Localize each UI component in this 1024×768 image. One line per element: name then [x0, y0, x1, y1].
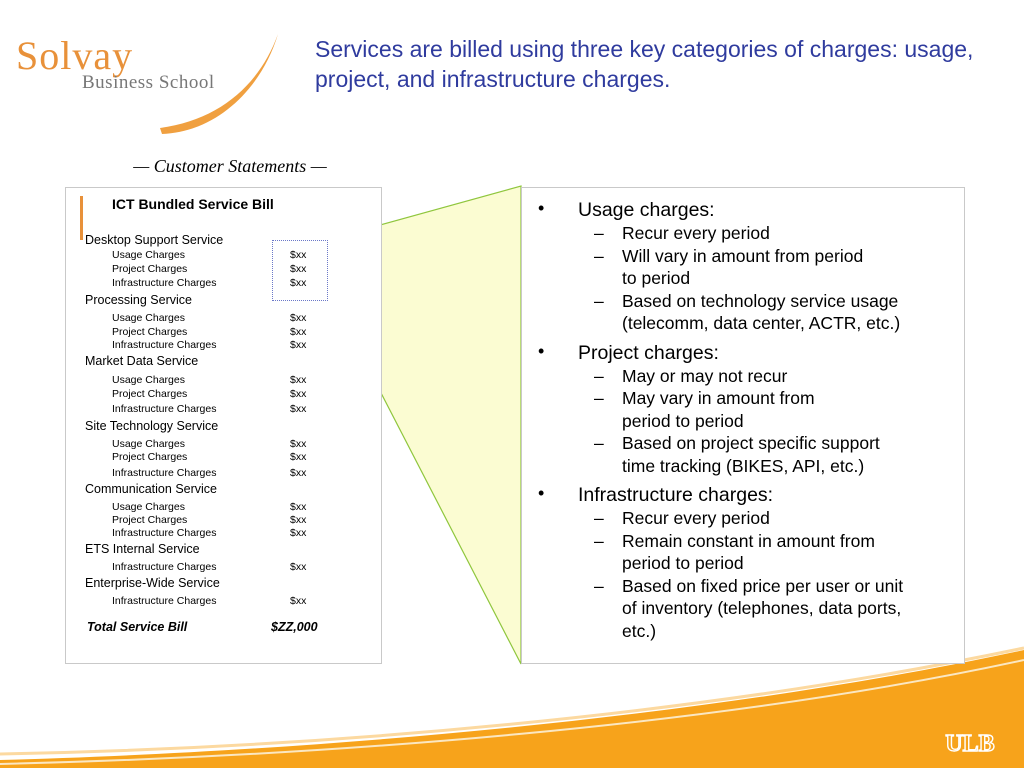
charge-point	[578, 290, 964, 335]
charge-point	[578, 530, 964, 575]
charge-label: Usage Charges	[112, 249, 185, 261]
charge-label: Project Charges	[112, 451, 188, 463]
charge-category-label: Project charges:	[578, 341, 719, 364]
charge-point	[578, 222, 964, 245]
charge-label: Project Charges	[112, 514, 188, 526]
dash-icon: –	[594, 433, 604, 453]
service-name: ETS Internal Service	[85, 542, 200, 556]
slide-title: Services are billed using three key categories of charges: usage, project, and infrastructure charges.	[315, 36, 974, 92]
charge-point-line: Based on technology service usage	[622, 290, 899, 311]
charge-amount: $xx	[290, 388, 307, 400]
charge-point	[578, 432, 964, 477]
charge-label: Infrastructure Charges	[112, 595, 217, 607]
charge-amount: $xx	[290, 595, 307, 607]
charge-amount: $xx	[290, 249, 307, 261]
charge-point-line: Based on project specific support	[622, 433, 880, 453]
charge-category-label: Usage charges:	[578, 199, 715, 221]
charge-point-line: May vary in amount from	[622, 388, 815, 408]
charge-amount: $xx	[290, 561, 307, 573]
dash-icon: –	[594, 245, 604, 266]
charge-amount: $xx	[290, 326, 307, 338]
charge-category	[522, 341, 964, 478]
dash-icon: –	[594, 575, 604, 596]
dash-icon: –	[594, 508, 604, 528]
total-value: $ZZ,000	[271, 620, 318, 634]
charge-point	[578, 245, 964, 290]
charge-category-label: Infrastructure charges:	[578, 484, 774, 506]
charge-amount: $xx	[290, 312, 307, 324]
charge-point-line: Recur every period	[622, 223, 770, 243]
charge-label: Usage Charges	[112, 374, 185, 386]
charge-amount: $xx	[290, 263, 307, 275]
charge-point-line: etc.)	[622, 620, 657, 641]
bill-title: ICT Bundled Service Bill	[112, 196, 274, 212]
dash-icon: –	[594, 290, 604, 311]
charge-point	[578, 507, 964, 530]
dash-icon: –	[594, 223, 604, 243]
service-name: Enterprise-Wide Service	[85, 576, 220, 590]
charge-amount: $xx	[290, 374, 307, 386]
charge-points	[578, 222, 964, 335]
logo-tagline: Business School	[82, 72, 215, 93]
charge-label: Infrastructure Charges	[112, 277, 217, 289]
bullet-icon: •	[538, 340, 545, 361]
charge-point	[578, 387, 964, 432]
charge-amount: $xx	[290, 438, 307, 450]
charge-point-line: period to period	[622, 410, 744, 431]
charge-label: Project Charges	[112, 263, 188, 275]
bullet-icon: •	[538, 483, 545, 503]
charge-amount: $xx	[290, 514, 307, 526]
charge-point-line: Recur every period	[622, 508, 770, 528]
service-bill	[65, 187, 382, 664]
service-name: Processing Service	[85, 293, 192, 307]
charge-point-line: period to period	[622, 553, 744, 573]
charge-point-line: time tracking (BIKES, API, etc.)	[622, 455, 865, 476]
charge-category	[522, 483, 964, 642]
charge-label: Infrastructure Charges	[112, 527, 217, 539]
charge-label: Infrastructure Charges	[112, 339, 217, 351]
charges-list	[522, 198, 964, 642]
charge-amount: $xx	[290, 451, 307, 463]
charge-label: Infrastructure Charges	[112, 403, 217, 415]
charge-label: Usage Charges	[112, 438, 185, 450]
charge-label: Infrastructure Charges	[112, 467, 217, 479]
charge-amount: $xx	[290, 501, 307, 513]
charge-label: Usage Charges	[112, 501, 185, 513]
charge-amount: $xx	[290, 277, 307, 289]
charges-panel	[521, 187, 965, 664]
charge-point	[578, 365, 964, 388]
charge-point-line: Based on fixed price per user or unit	[622, 575, 904, 596]
charge-points	[578, 507, 964, 642]
bill-subtitle: — Customer Statements —	[133, 156, 327, 176]
charge-amount: $xx	[290, 403, 307, 415]
charge-points	[578, 365, 964, 478]
charge-point-line: of inventory (telephones, data ports,	[622, 598, 902, 618]
charge-point-line: to period	[622, 268, 691, 288]
charge-label: Usage Charges	[112, 312, 185, 324]
dash-icon: –	[594, 388, 604, 408]
charge-amount: $xx	[290, 527, 307, 539]
charge-label: Infrastructure Charges	[112, 561, 217, 573]
service-name: Desktop Support Service	[85, 233, 224, 247]
charge-amount: $xx	[290, 467, 307, 479]
charge-point-line: Remain constant in amount from	[622, 530, 875, 551]
charge-point	[578, 575, 964, 643]
bullet-icon: •	[538, 198, 545, 218]
dash-icon: –	[594, 365, 604, 386]
charge-point-line: Will vary in amount from period	[622, 245, 864, 266]
ulb-logo	[939, 729, 1001, 759]
charge-category	[522, 198, 964, 335]
charge-label: Project Charges	[112, 388, 188, 400]
logo-wordmark: Solvay	[16, 33, 134, 78]
ulb-logo-text: ULB	[945, 731, 995, 757]
dash-icon: –	[594, 530, 604, 551]
charge-amount: $xx	[290, 339, 307, 351]
service-name: Communication Service	[85, 482, 217, 496]
bill-accent-bar	[80, 196, 83, 240]
service-name: Site Technology Service	[85, 419, 219, 433]
charge-point-line: May or may not recur	[622, 365, 788, 386]
charge-label: Project Charges	[112, 326, 188, 338]
charge-point-line: (telecomm, data center, ACTR, etc.)	[622, 313, 901, 333]
service-name: Market Data Service	[85, 354, 199, 368]
total-label: Total Service Bill	[87, 620, 188, 634]
